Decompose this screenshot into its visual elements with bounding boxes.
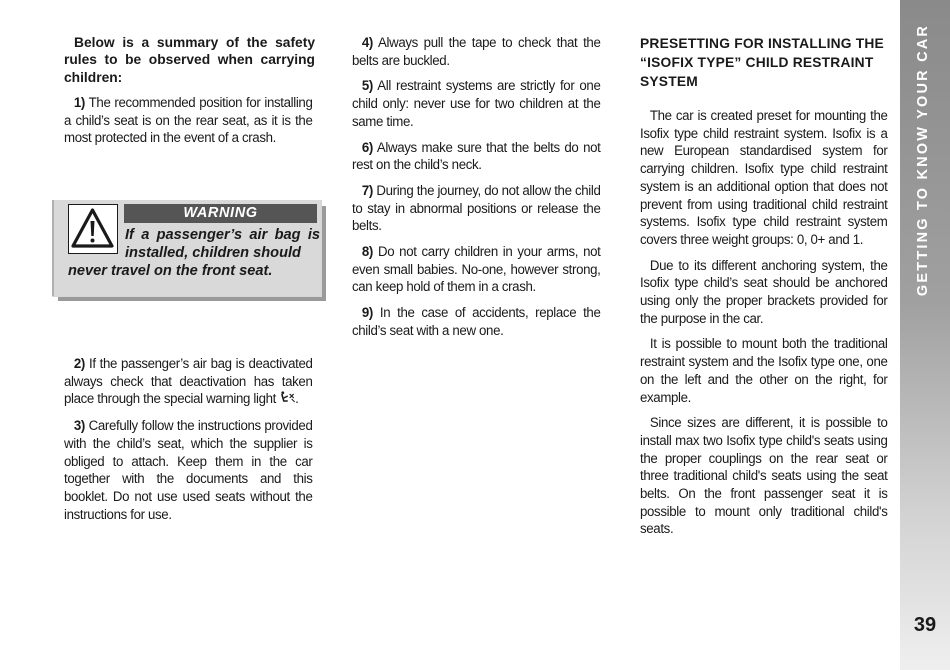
rule-5 xyxy=(352,77,600,130)
rule-8 xyxy=(352,243,600,296)
column-middle xyxy=(352,34,603,348)
rule-4 xyxy=(352,34,600,69)
rule-9-text: In the case of accidents, replace the child’s seat with a new one. xyxy=(352,305,601,338)
rule-8-text: Do not carry children in your arms, not even small babies. No-one, however strong, can keep hold of them in a crash. xyxy=(352,244,601,295)
isofix-paragraph-4: Since sizes are different, it is possible to install max two Isofix type child's seats using the proper couplings on the rear seat or three traditional child's seats using the seat belts. On the front passenger seat it is possible to mount only traditional child's seats. xyxy=(640,415,888,537)
warning-title: WARNING xyxy=(124,204,317,223)
isofix-paragraph-2: Due to its different anchoring system, the Isofix type child’s seat should be anchored using only the proper brackets provided for the purpose in the car. xyxy=(640,257,888,326)
rule-3 xyxy=(64,417,312,523)
warning-box-body xyxy=(52,200,320,296)
isofix-paragraph-3: It is possible to mount both the traditional restraint system and the Isofix type one, one on the left and the other on the right, for example. xyxy=(640,336,888,405)
column-left xyxy=(64,34,315,155)
rule-7-number: 7) xyxy=(361,182,374,198)
section-heading: PRESETTING FOR INSTALLING THE “ISOFIX TYPE” CHILD RESTRAINT SYSTEM xyxy=(640,36,884,89)
rule-3-number: 3) xyxy=(73,418,86,434)
rule-1-number: 1) xyxy=(73,94,86,110)
page-number: 39 xyxy=(913,614,937,636)
column-right xyxy=(640,34,890,546)
rule-3-text: Carefully follow the instructions provided with the child’s seat, which the supplier is obliged to attach. Keep them in the car together with the documents and this booklet. Do not use used seats without the instructions for use. xyxy=(64,418,313,522)
rule-7-text: During the journey, do not allow the child to stay in abnormal positions or release the belts. xyxy=(352,182,601,234)
rule-2-number: 2) xyxy=(73,356,86,371)
rule-9-number: 9) xyxy=(361,305,374,321)
rule-9 xyxy=(352,304,600,339)
rule-2-text: If the passenger’s air bag is deactivated always check that deactivation has taken place through the special warning light xyxy=(64,356,313,407)
airbag-deactivated-warning-light-icon xyxy=(279,392,295,406)
isofix-paragraph-1: The car is created preset for mounting the Isofix type child restraint system. Isofix is a new European standardised system for carrying children. Isofix type child restraint system is an additional option that does not prevent from using traditional child restraint systems. Isofix type child restraint system covers three weight groups: 0, 0+ and 1. xyxy=(640,108,888,247)
warning-box-shadow-right xyxy=(322,206,326,301)
rule-6-text: Always make sure that the belts do not rest on the child’s neck. xyxy=(352,139,601,173)
rule-7 xyxy=(352,182,600,235)
rule-6 xyxy=(352,139,600,174)
rule-5-text: All restraint systems are strictly for one child only: never use for two children at the same time. xyxy=(352,78,601,129)
rule-2 xyxy=(64,355,312,409)
column-left-lower xyxy=(64,355,315,531)
warning-box-shadow-bottom xyxy=(58,297,324,301)
chapter-title: GETTING TO KNOW YOUR CAR xyxy=(915,23,931,297)
rule-4-text: Always pull the tape to check that the belts are buckled. xyxy=(352,35,601,68)
rule-2-end: . xyxy=(295,391,299,407)
warning-text xyxy=(68,226,320,281)
rule-5-number: 5) xyxy=(361,78,374,94)
rule-8-number: 8) xyxy=(361,244,374,260)
rule-4-number: 4) xyxy=(361,35,374,50)
rule-1-text: The recommended position for installing a child’s seat is on the rear seat, as it is the most protected in the event of a crash. xyxy=(64,94,313,146)
safety-rules-intro: Below is a summary of the safety rules to be observed when carrying children: xyxy=(64,35,315,85)
warning-box xyxy=(52,200,322,297)
rule-6-number: 6) xyxy=(361,139,374,155)
rule-1 xyxy=(64,94,312,147)
warning-text-first: If a passenger’s air bag is installed, children should xyxy=(125,227,320,262)
warning-text-rest: never travel on the front seat. xyxy=(68,263,273,280)
